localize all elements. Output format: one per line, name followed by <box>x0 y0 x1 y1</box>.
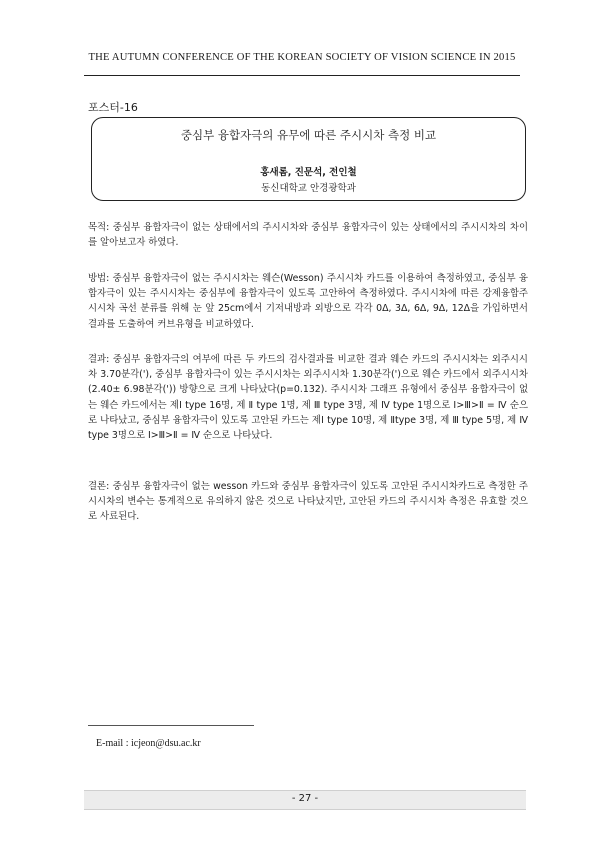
paper-title: 중심부 융합자극의 유무에 따른 주시시차 측정 비교 <box>180 128 437 142</box>
footnote-divider <box>88 725 254 726</box>
affiliation: 동신대학교 안경광학과 <box>261 183 356 194</box>
authors: 홍새롬, 진문석, 전인철 <box>260 167 357 178</box>
title-box <box>91 117 526 201</box>
contact-email: E-mail : icjeon@dsu.ac.kr <box>96 738 201 749</box>
running-header: THE AUTUMN CONFERENCE OF THE KOREAN SOCIETY OF VISION SCIENCE IN 2015 <box>88 52 516 63</box>
section-results: 결과: 중심부 융합자극의 여부에 따른 두 카드의 검사결과를 비교한 결과 웨슨 카드의 주시시차는 외주시시차 3.70분각('), 중심부 융합자극이 있는 주시시차는 외주시시차 1.30분각(')으로 웨슨 카드에서 외주시시차(2.40± 6.98분각(')) 방향으로 크게 나타났다(p=0.132). 주시시차 그래프 유형에서 중심부 융합자극이 없는 웨슨 카드에서는 제Ⅰ type 16명, 제 Ⅱ type 1명, 제 Ⅲ type 3명, 제 Ⅳ type 1명으로 Ⅰ>Ⅲ>Ⅱ = Ⅳ 순으로 나타났고, 중심부 융합자극이 있도록 고안된 카드는 제Ⅰ type 10명, 제 Ⅱtype 3명, 제 Ⅲ type 5명, 제 Ⅳ type 3명으로 Ⅰ>Ⅲ>Ⅱ = Ⅳ 순으로 나타났다. <box>88 354 528 442</box>
poster-label: 포스터-16 <box>88 101 138 114</box>
section-objective: 목적: 중심부 융합자극이 없는 상태에서의 주시시차와 중심부 융합자극이 있는 상태에서의 주시시차의 차이를 알아보고자 하였다. <box>88 222 528 249</box>
page-footer-bar <box>84 790 526 810</box>
section-conclusion: 결론: 중심부 융합자극이 없는 wesson 카드와 중심부 융합자극이 있도록 고안된 주시시차카드로 측정한 주시시차의 변수는 통계적으로 유의하지 않은 것으로 나타났지만, 고안된 카드의 주시시차 측정은 유효할 것으로 사료된다. <box>88 481 528 523</box>
section-methods: 방법: 중심부 융합자극이 없는 주시시차는 웨슨(Wesson) 주시시차 카드를 이용하여 측정하였고, 중심부 융합자극이 있는 주시시차는 중심부에 융합자극이 있도록 고안하여 측정하였다. 주시시차에 따른 강제융합주시시차 곡선 분류를 위해 눈 앞 25cm에서 기저내방과 외방으로 각각 0Δ, 3Δ, 6Δ, 9Δ, 12Δ을 가입하면서 결과를 도출하여 커브유형을 비교하였다. <box>88 273 528 330</box>
header-divider <box>84 75 520 76</box>
page-number: - 27 - <box>291 793 319 804</box>
